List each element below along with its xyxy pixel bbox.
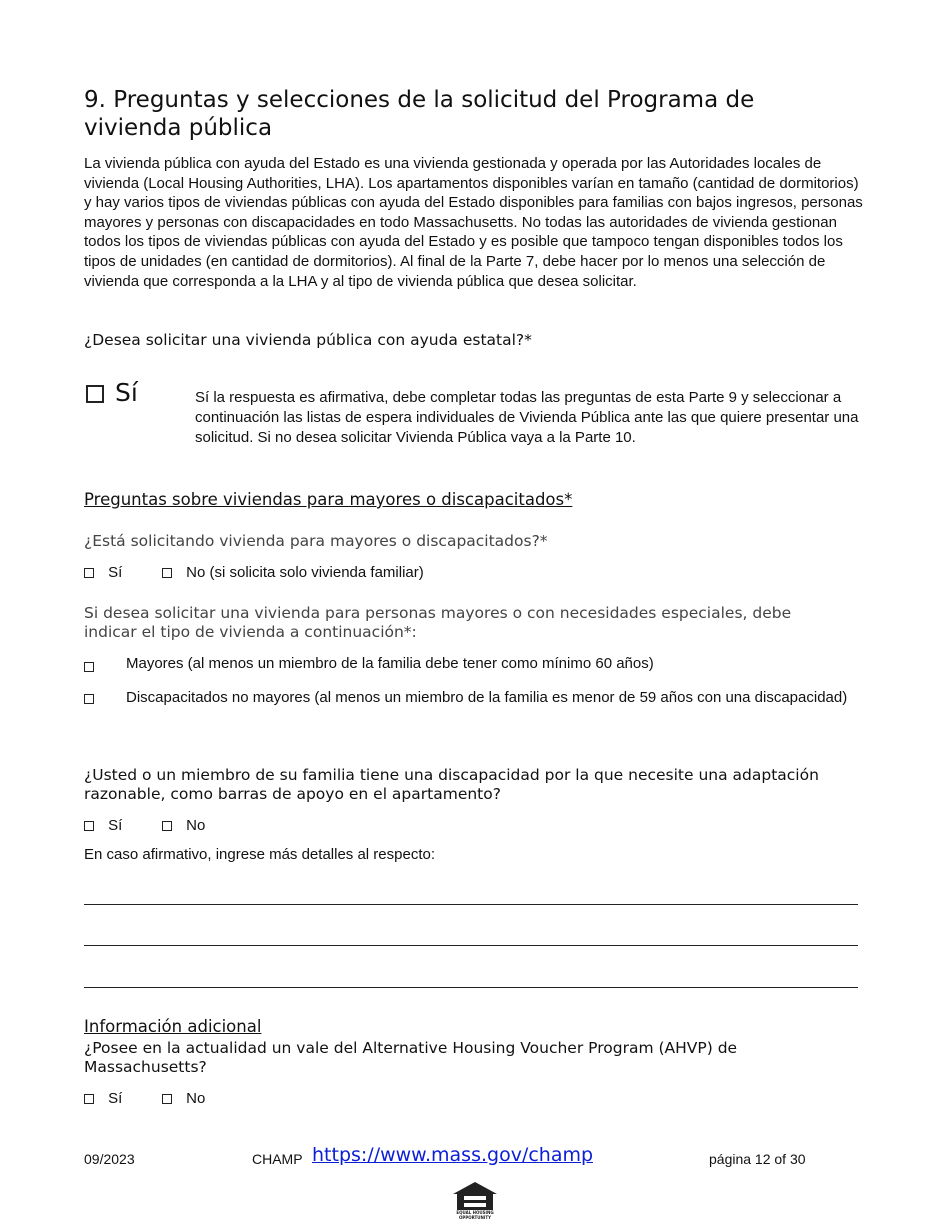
elderly-no-checkbox[interactable] xyxy=(162,568,172,578)
apply-yes-checkbox[interactable] xyxy=(86,385,104,403)
elderly-no-option[interactable] xyxy=(162,564,424,581)
ahvp-no-checkbox[interactable] xyxy=(162,1094,172,1104)
ahvp-question: ¿Posee en la actualidad un vale del Alternative Housing Voucher Program (AHVP) de Massachusetts? xyxy=(84,1039,738,1076)
housing-type-question: Si desea solicitar una vivienda para personas mayores o con necesidades especiales, debe indicar el tipo de vivienda a continuación*: xyxy=(84,604,792,641)
elderly-yes-option[interactable] xyxy=(84,564,122,581)
accommodation-details-prompt: En caso afirmativo, ingrese más detalles al respecto: xyxy=(84,846,435,863)
equal-housing-logo-text: EQUAL HOUSING OPPORTUNITY xyxy=(456,1210,494,1220)
details-line-3[interactable] xyxy=(84,987,858,988)
option-elderly-checkbox[interactable] xyxy=(84,662,94,672)
ahvp-no-label: No xyxy=(186,1090,206,1107)
section-title: 9. Preguntas y selecciones de la solicitud del Programa de vivienda pública xyxy=(84,87,755,141)
additional-heading: Información adicional xyxy=(84,1017,262,1036)
intro-paragraph: La vivienda pública con ayuda del Estado es una vivienda gestionada y operada por las Autoridades locales de vivienda (Local Housing Authorities, LHA). Los apartamentos disponibles varían en tamaño (cantidad de dormitorios) y hay varios tipos de viviendas públicas con ayuda del Estado disponibles para familias con bajos ingresos, personas mayores y personas con discapacidades en todo Massachusetts. No todas las autoridades de vivienda gestionan todos los tipos de viviendas públicas con ayuda del Estado y es posible que tampoco tengan disponibles todos los tipos de unidades (en cantidad de dormitorios). Al final de la Parte 7, debe hacer por lo menos una selección de vivienda que corresponda a la LHA y al tipo de vivienda pública que desea solicitar. xyxy=(84,155,863,290)
footer-page-number: página 12 of 30 xyxy=(709,1151,806,1167)
option-disabled-checkbox-wrap[interactable] xyxy=(84,688,94,707)
accommodation-question: ¿Usted o un miembro de su familia tiene una discapacidad por la que necesite una adaptación razonable, como barras de apoyo en el apartamento? xyxy=(84,766,819,803)
elderly-section-heading: Preguntas sobre viviendas para mayores o discapacitados* xyxy=(84,490,573,509)
accommodation-yes-option[interactable] xyxy=(84,817,122,834)
option-elderly-label: Mayores (al menos un miembro de la familia debe tener como mínimo 60 años) xyxy=(126,655,654,672)
details-line-1[interactable] xyxy=(84,904,858,905)
footer-link[interactable] xyxy=(312,1144,593,1166)
elderly-no-label: No (si solicita solo vivienda familiar) xyxy=(186,564,424,581)
ahvp-no-option[interactable] xyxy=(162,1090,205,1107)
footer-program: CHAMP xyxy=(252,1151,303,1167)
accommodation-yes-checkbox[interactable] xyxy=(84,821,94,831)
accommodation-yes-label: Sí xyxy=(108,817,123,834)
elderly-question: ¿Está solicitando vivienda para mayores o discapacitados?* xyxy=(84,532,548,550)
footer-url[interactable]: https://www.mass.gov/champ xyxy=(312,1144,594,1166)
accommodation-no-label: No xyxy=(186,817,206,834)
apply-yes-note: Sí la respuesta es afirmativa, debe completar todas las preguntas de esta Parte 9 y seleccionar a continuación las listas de espera individuales de Vivienda Pública ante las que quiere presentar una solicitud. Si no desea solicitar Vivienda Pública vaya a la Parte 10. xyxy=(195,389,859,446)
ahvp-yes-checkbox[interactable] xyxy=(84,1094,94,1104)
equal-housing-icon xyxy=(451,1180,499,1220)
footer-date: 09/2023 xyxy=(84,1151,135,1167)
apply-question: ¿Desea solicitar una vivienda pública con ayuda estatal?* xyxy=(84,331,532,349)
ahvp-yes-option[interactable] xyxy=(84,1090,122,1107)
option-disabled-label: Discapacitados no mayores (al menos un miembro de la familia es menor de 59 años con una discapacidad) xyxy=(126,689,848,706)
ahvp-yes-label: Sí xyxy=(108,1090,123,1107)
elderly-yes-checkbox[interactable] xyxy=(84,568,94,578)
accommodation-no-checkbox[interactable] xyxy=(162,821,172,831)
accommodation-no-option[interactable] xyxy=(162,817,205,834)
details-line-2[interactable] xyxy=(84,945,858,946)
elderly-yes-label: Sí xyxy=(108,564,123,581)
apply-yes-label: Sí xyxy=(115,378,138,407)
option-disabled-checkbox[interactable] xyxy=(84,694,94,704)
option-elderly-checkbox-wrap[interactable] xyxy=(84,656,94,675)
